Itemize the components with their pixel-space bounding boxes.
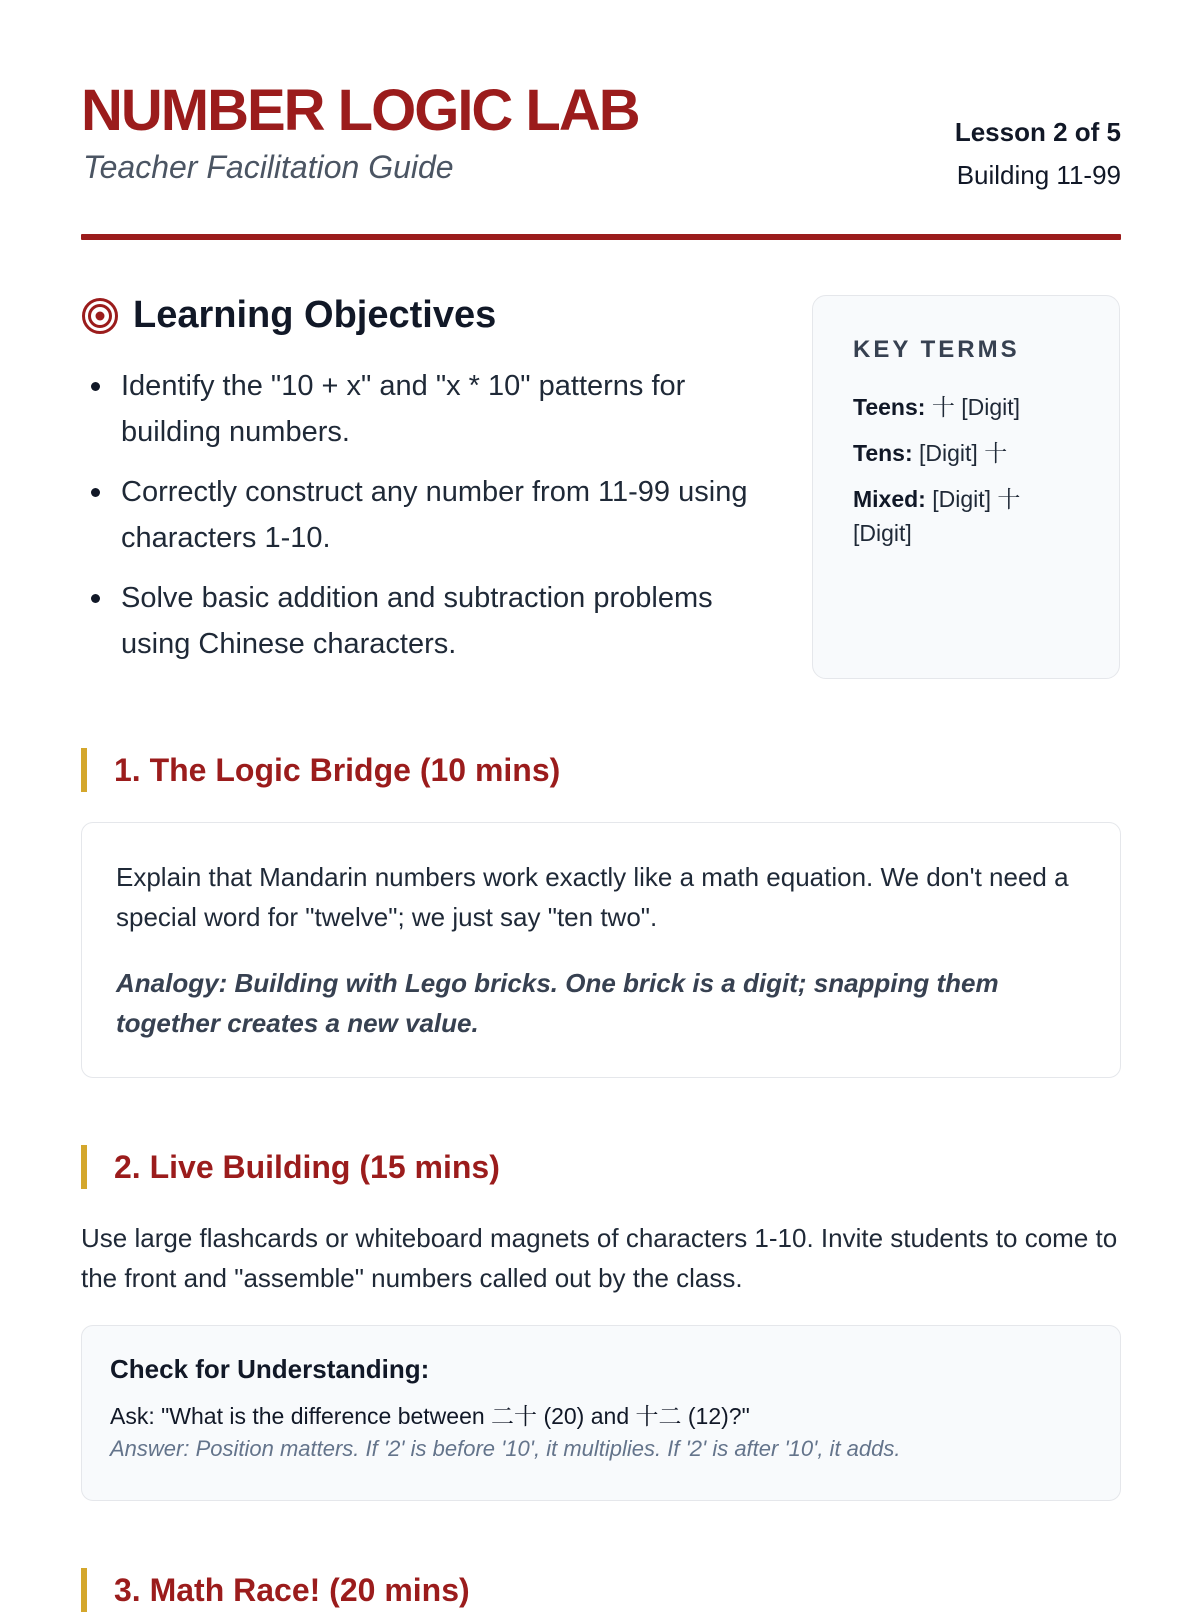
logic-bridge-body: Explain that Mandarin numbers work exactly like a math equation. We don't need a special word for "twelve"; we just say "ten two". (116, 862, 1069, 932)
page-subtitle: Teacher Facilitation Guide (83, 149, 454, 185)
key-term-row (853, 390, 1079, 424)
section-heading-live-building: 2. Live Building (15 mins) (81, 1145, 500, 1189)
key-term-label: Teens: (853, 394, 926, 420)
live-building-body: Use large flashcards or whiteboard magnets of characters 1-10. Invite students to come to the front and "assemble" numbers called out by the class. (81, 1223, 1118, 1293)
objective-text: Identify the "10 + x" and "x * 10" patterns for building numbers. (121, 370, 686, 448)
objective-text: Solve basic addition and subtraction problems using Chinese characters. (121, 582, 713, 660)
key-term-definition: 十 [Digit] (925, 394, 1021, 420)
key-terms-card (812, 295, 1120, 679)
list-item (81, 363, 781, 455)
check-for-understanding-card (81, 1325, 1121, 1501)
check-question: Ask: "What is the difference between 二十 (20) and 十二 (12)?" (110, 1403, 750, 1429)
lesson-guide-page (81, 0, 1121, 1608)
lesson-count: Lesson 2 of 5 (954, 117, 1121, 147)
key-terms-title: KEY TERMS (853, 336, 1020, 363)
key-term-row (853, 436, 1079, 470)
list-item (81, 575, 781, 667)
check-title: Check for Understanding: (110, 1354, 430, 1384)
objectives-heading (81, 294, 781, 337)
section-heading-math-race: 3. Math Race! (20 mins) (81, 1568, 470, 1612)
bullet (91, 594, 100, 603)
objectives-heading-label: Learning Objectives (133, 294, 497, 336)
lesson-topic: Building 11-99 (956, 160, 1121, 191)
target-icon (81, 297, 119, 335)
key-term-label: Tens: (853, 440, 913, 466)
list-item (81, 469, 781, 561)
bullet (91, 382, 100, 391)
learning-objectives (81, 294, 781, 681)
objectives-list (81, 363, 781, 667)
key-term-definition: [Digit] 十 (912, 440, 1008, 466)
header-divider (81, 234, 1121, 240)
lesson-meta (955, 117, 1121, 191)
page-title: NUMBER LOGIC LAB (81, 78, 639, 143)
key-term-label: Mixed: (853, 486, 926, 512)
key-term-definition: [Digit] 十 [Digit] (853, 486, 1021, 546)
check-answer: Answer: Position matters. If '2' is before '10', it multiplies. If '2' is after '10', it adds. (110, 1436, 901, 1461)
objective-text: Correctly construct any number from 11-99 using characters 1-10. (121, 476, 748, 554)
analogy-text: Analogy: Building with Lego bricks. One brick is a digit; snapping them together creates a new value. (116, 968, 999, 1038)
key-term-row (853, 482, 1079, 550)
bullet (91, 488, 100, 497)
section-heading-logic-bridge: 1. The Logic Bridge (10 mins) (81, 748, 560, 792)
page-header (81, 0, 1121, 242)
logic-bridge-card (81, 822, 1121, 1078)
